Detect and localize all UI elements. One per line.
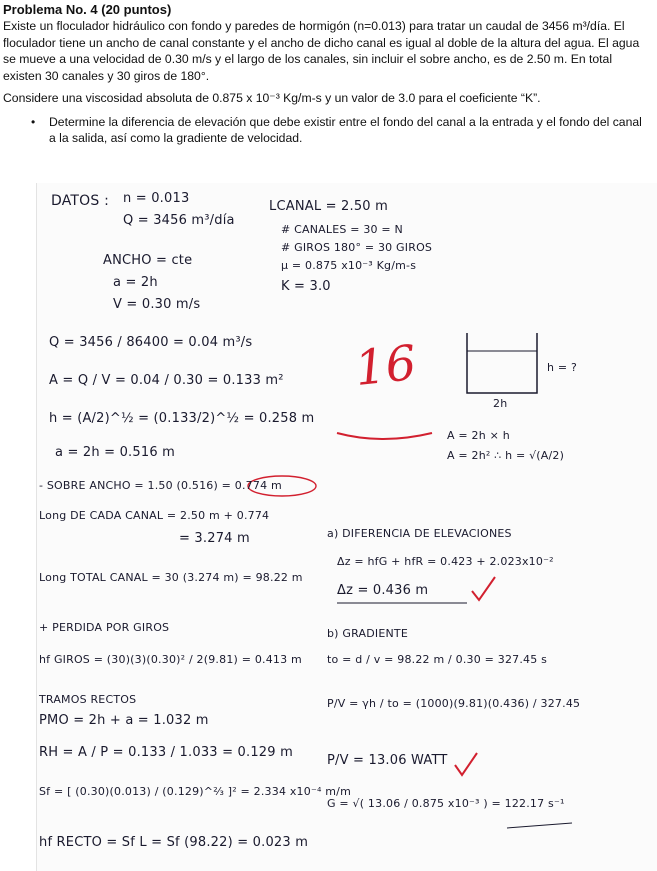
calc-area: A = Q / V = 0.04 / 0.30 = 0.133 m² — [49, 373, 284, 388]
calc-hf-recto: hf RECTO = Sf L = Sf (98.22) = 0.023 m — [39, 835, 309, 850]
given-n-giros: # GIROS 180° = 30 GIROS — [281, 241, 433, 254]
given-mu: μ = 0.875 x10⁻³ Kg/m-s — [281, 259, 417, 272]
problem-paragraph-1: Existe un floculador hidráulico con fondo y paredes de hormigón (n=0.013) para tratar un caudal de 3456 m³/día. El floculador tiene un ancho de canal constante y el ancho de dicho canal es igual al doble de la altura del agua. El agua se mueve a una velocidad de 0.30 m/s y el largo de los canales, sin incluir el sobre ancho, es de 2.50 m. En total existen 30 canales y 30 giros de 180°. — [3, 19, 640, 83]
gradient-label: b) GRADIENTE — [327, 627, 408, 640]
calc-gradient-g: G = √( 13.06 / 0.875 x10⁻³ ) = 122.17 s⁻¹ — [327, 797, 565, 810]
problem-paragraph-2: Considere una viscosidad absoluta de 0.875 x 10⁻³ Kg/m-s y un valor de 3.0 para el coeficiente “K”. — [3, 91, 541, 105]
score-underline — [337, 433, 432, 439]
calc-sf: Sf = [ (0.30)(0.013) / (0.129)^⅔ ]² = 2.334 x10⁻⁴ m/m — [39, 785, 352, 798]
datos-label: DATOS : — [51, 193, 110, 209]
task-text: Determine la diferencia de elevación que debe existir entre el fondo del canal a la entrada y el fondo del canal a la salida, así como la gradiente de velocidad. — [49, 114, 642, 145]
area-eq-1: A = 2h × h — [447, 429, 510, 442]
sketch-2h-label: 2h — [493, 397, 508, 410]
calc-pmo: PMO = 2h + a = 1.032 m — [39, 713, 209, 728]
calc-long-total: Long TOTAL CANAL = 30 (3.274 m) = 98.22 m — [39, 571, 303, 584]
given-q: Q = 3456 m³/día — [123, 213, 235, 228]
perdida-label: + PERDIDA POR GIROS — [39, 621, 170, 634]
calc-sobre-ancho: - SOBRE ANCHO = 1.50 (0.516) = 0.774 m — [39, 479, 282, 492]
diff-elevation-label: a) DIFERENCIA DE ELEVACIONES — [327, 527, 512, 540]
bullet-icon: • — [31, 114, 36, 129]
handwritten-solution — [36, 183, 657, 871]
given-n: n = 0.013 — [123, 191, 190, 206]
grade-score: 16 — [352, 334, 419, 398]
given-a: a = 2h — [113, 275, 158, 290]
calc-p-over-v: P/V = γh / to = (1000)(9.81)(0.436) / 327.45 — [327, 697, 581, 710]
tramos-label: TRAMOS RECTOS — [39, 693, 137, 706]
calc-p-over-v-result: P/V = 13.06 WATT — [327, 753, 448, 768]
check-mark-2 — [455, 753, 477, 775]
given-l-canal: LCANAL = 2.50 m — [269, 199, 388, 214]
result-strike-2 — [507, 823, 572, 828]
calc-a2h: a = 2h = 0.516 m — [55, 445, 176, 460]
calc-long-canal-result: = 3.274 m — [179, 531, 250, 546]
diff-elevation-eq: Δz = hfG + hfR = 0.423 + 2.023x10⁻² — [337, 555, 554, 568]
calc-h: h = (A/2)^½ = (0.133/2)^½ = 0.258 m — [49, 411, 315, 426]
calc-long-canal: Long DE CADA CANAL = 2.50 m + 0.774 — [39, 509, 270, 522]
problem-title: Problema No. 4 (20 puntos) — [3, 2, 172, 17]
check-mark-1 — [472, 577, 495, 600]
given-k: K = 3.0 — [281, 279, 331, 294]
calc-h-giros: hf GIROS = (30)(3)(0.30)² / 2(9.81) = 0.413 m — [39, 653, 302, 666]
calc-to: to = d / v = 98.22 m / 0.30 = 327.45 s — [327, 653, 548, 666]
area-eq-2: A = 2h² ∴ h = √(A/2) — [447, 449, 565, 462]
calc-q: Q = 3456 / 86400 = 0.04 m³/s — [49, 335, 253, 350]
diff-elevation-result: Δz = 0.436 m — [337, 583, 429, 598]
given-ancho: ANCHO = cte — [103, 253, 193, 268]
channel-sketch — [467, 333, 537, 393]
sketch-h-label: h = ? — [547, 361, 578, 374]
calc-rh: RH = A / P = 0.133 / 1.033 = 0.129 m — [39, 745, 293, 760]
task-bullet — [3, 114, 653, 147]
problem-statement — [3, 2, 653, 147]
given-v: V = 0.30 m/s — [113, 297, 201, 312]
given-n-canales: # CANALES = 30 = N — [281, 223, 403, 236]
